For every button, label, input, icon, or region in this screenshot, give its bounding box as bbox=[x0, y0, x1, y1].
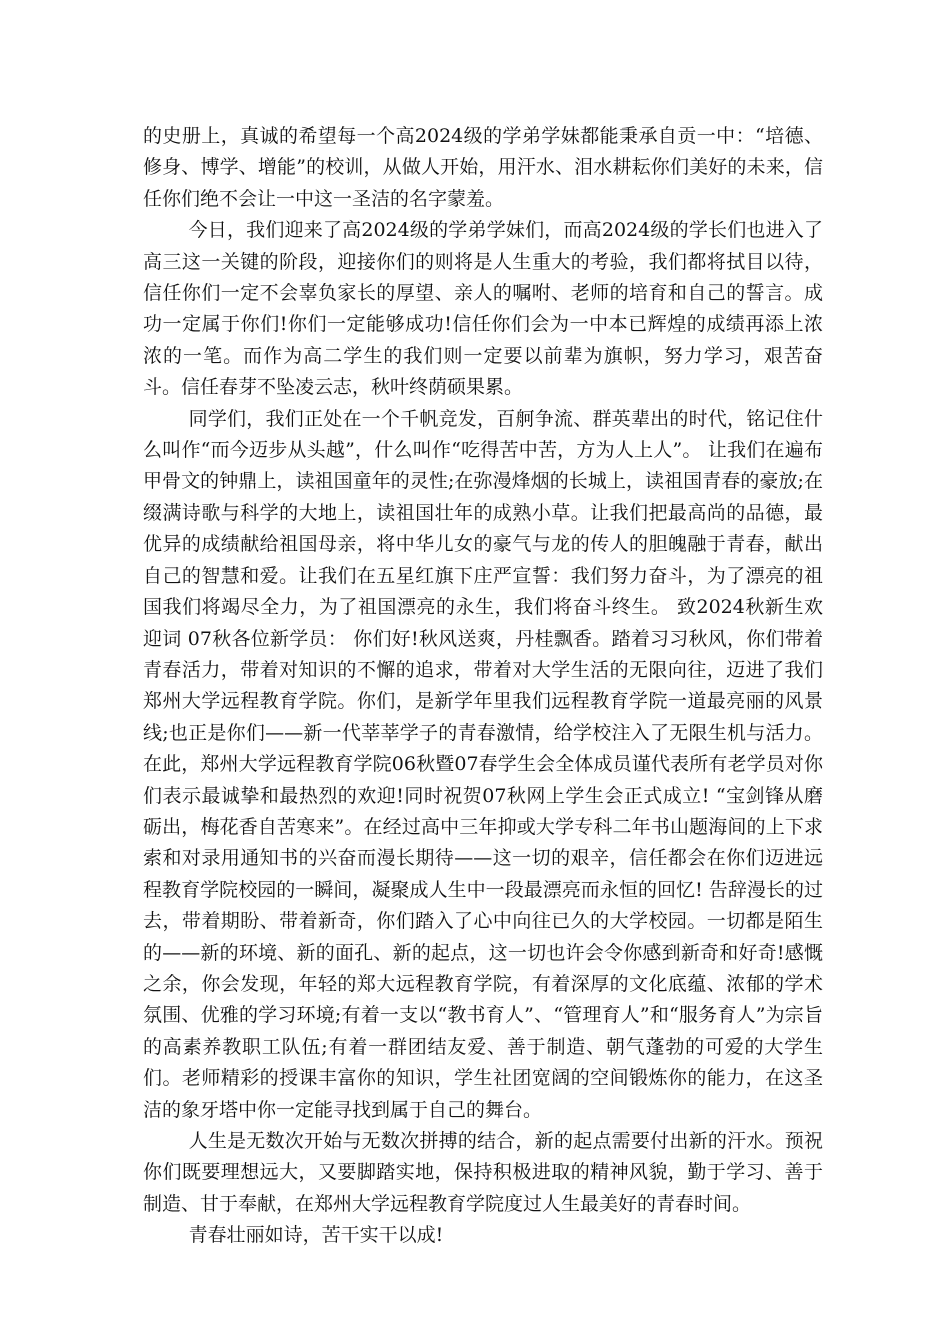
paragraph-1: 的史册上，真诚的希望每一个高2024级的学弟学妹都能秉承自贡一中：“培德、修身、博学、增能”的校训，从做人开始，用汗水、泪水耕耘你们美好的未来，信任你们绝不会让一中这一圣洁的名字蒙羞。 bbox=[143, 125, 823, 210]
paragraph-2: 今日，我们迎来了高2024级的学弟学妹们，而高2024级的学长们也进入了高三这一关键的阶段，迎接你们的则将是人生重大的考验，我们都将拭目以待，信任你们一定不会辜负家长的厚望、亲人的嘱咐、老师的培育和自己的誓言。成功一定属于你们!你们一定能够成功!信任你们会为一中本已辉煌的成绩再添上浓浓的一笔。而作为高二学生的我们则一定要以前辈为旗帜，努力学习，艰苦奋斗。信任春芽不坠凌云志，秋叶终荫硕果累。 bbox=[143, 219, 823, 399]
paragraph-5: 青春壮丽如诗，苦干实干以成! bbox=[188, 1224, 444, 1247]
paragraph-3: 同学们，我们正处在一个千帆竞发，百舸争流、群英辈出的时代，铭记住什么叫作“而今迈步从头越”，什么叫作“吃得苦中苦，方为人上人”。 让我们在遍布甲骨文的钟鼎上，读祖国童年的灵性;在弥漫烽烟的长城上，读祖国青春的豪放;在缀满诗歌与科学的大地上，读祖国壮年的成熟小草。让我们把最高尚的品德，最优异的成绩献给祖国母亲，将中华儿女的豪气与龙的传人的胆魄融于青春，献出自己的智慧和爱。让我们在五星红旗下庄严宣誓：我们努力奋斗，为了漂亮的祖国我们将竭尽全力，为了祖国漂亮的永生，我们将奋斗终生。 致2024秋新生欢迎词 07秋各位新学员： 你们好!秋风送爽，丹桂飘香。踏着习习秋风，你们带着青春活力，带着对知识的不懈的追求，带着对大学生活的无限向往，迈进了我们郑州大学远程教育学院。你们，是新学年里我们远程教育学院一道最亮丽的风景线;也正是你们——新一代莘莘学子的青春激情，给学校注入了无限生机与活力。在此，郑州大学远程教育学院06秋暨07春学生会全体成员谨代表所有老学员对你们表示最诚挚和最热烈的欢迎!同时祝贺07秋网上学生会正式成立! “宝剑锋从磨砺出，梅花香自苦寒来”。在经过高中三年抑或大学专科二年书山题海间的上下求索和对录用通知书的兴奋而漫长期待——这一切的艰辛，信任都会在你们迈进远程教育学院校园的一瞬间，凝聚成人生中一段最漂亮而永恒的回忆! 告辞漫长的过去，带着期盼、带着新奇，你们踏入了心中向往已久的大学校园。一切都是陌生的——新的环境、新的面孔、新的起点，这一切也许会令你感到新奇和好奇!感慨之余，你会发现，年轻的郑大远程教育学院，有着深厚的文化底蕴、浓郁的学术氛围、优雅的学习环境;有着一支以“教书育人”、“管理育人”和“服务育人”为宗旨的高素养教职工队伍;有着一群团结友爱、善于制造、朝气蓬勃的可爱的大学生们。老师精彩的授课丰富你的知识，学生社团宽阔的空间锻炼你的能力，在这圣洁的象牙塔中你一定能寻找到属于自己的舞台。 bbox=[143, 407, 823, 1121]
paragraph-4: 人生是无数次开始与无数次拼搏的结合，新的起点需要付出新的汗水。预祝你们既要理想远大，又要脚踏实地，保持积极进取的精神风貌，勤于学习、善于制造、甘于奉献，在郑州大学远程教育学院度过人生最美好的青春时间。 bbox=[143, 1130, 823, 1215]
document-body bbox=[143, 121, 823, 1252]
